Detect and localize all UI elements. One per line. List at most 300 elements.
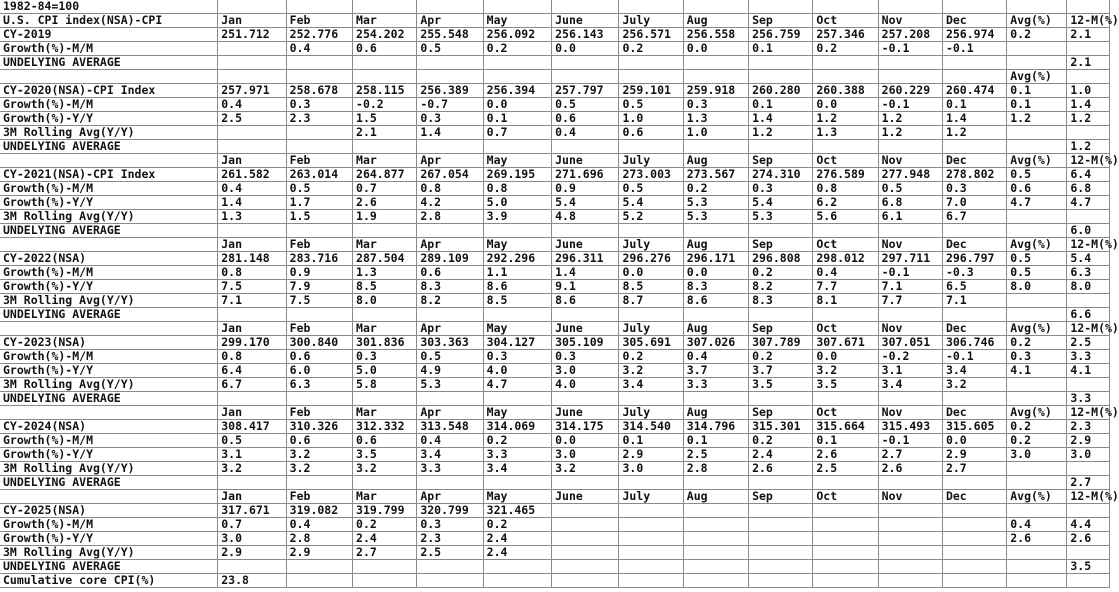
row-label-cell[interactable]: CY-2024(NSA) [0, 420, 218, 434]
row-label-cell[interactable]: Growth(%)-M/M [0, 266, 218, 280]
table-cell[interactable] [353, 140, 417, 154]
table-cell[interactable]: Oct [813, 238, 878, 252]
table-cell[interactable]: Nov [878, 14, 942, 28]
table-cell[interactable] [749, 518, 813, 532]
table-cell[interactable]: 6.4 [218, 364, 286, 378]
table-cell[interactable]: May [483, 154, 551, 168]
table-cell[interactable] [683, 140, 748, 154]
table-cell[interactable]: 0.3 [286, 98, 352, 112]
table-cell[interactable] [417, 308, 483, 322]
table-cell[interactable] [813, 518, 878, 532]
table-cell[interactable]: 7.0 [942, 196, 1006, 210]
table-cell[interactable]: 3.2 [286, 448, 352, 462]
table-cell[interactable]: 3.5 [353, 448, 417, 462]
table-cell[interactable]: 2.1 [353, 126, 417, 140]
table-cell[interactable] [942, 308, 1006, 322]
table-cell[interactable]: 1.4 [417, 126, 483, 140]
row-label-cell[interactable]: 3M Rolling Avg(Y/Y) [0, 294, 218, 308]
table-cell[interactable]: 1.0 [1067, 84, 1110, 98]
table-cell[interactable]: Avg(%) [1007, 490, 1067, 504]
table-cell[interactable]: 3.2 [353, 462, 417, 476]
table-cell[interactable] [286, 70, 352, 84]
table-cell[interactable]: 5.8 [353, 378, 417, 392]
table-cell[interactable]: May [483, 322, 551, 336]
table-cell[interactable]: 1.9 [353, 210, 417, 224]
row-label-cell[interactable]: 3M Rolling Avg(Y/Y) [0, 546, 218, 560]
table-cell[interactable]: 0.2 [749, 434, 813, 448]
row-label-cell[interactable]: Growth(%)-M/M [0, 42, 218, 56]
table-cell[interactable] [353, 476, 417, 490]
table-cell[interactable]: 2.8 [286, 532, 352, 546]
table-cell[interactable] [552, 56, 619, 70]
row-label-cell[interactable] [0, 490, 218, 504]
table-cell[interactable]: 297.711 [878, 252, 942, 266]
table-cell[interactable] [749, 308, 813, 322]
table-cell[interactable]: 0.6 [353, 434, 417, 448]
table-cell[interactable] [1067, 210, 1110, 224]
table-cell[interactable] [749, 532, 813, 546]
table-cell[interactable] [683, 392, 748, 406]
table-cell[interactable] [483, 140, 551, 154]
row-label-cell[interactable]: CY-2019 [0, 28, 218, 42]
table-cell[interactable] [683, 504, 748, 518]
table-cell[interactable] [353, 392, 417, 406]
table-cell[interactable]: June [552, 322, 619, 336]
table-cell[interactable]: Nov [878, 490, 942, 504]
table-cell[interactable] [1007, 308, 1067, 322]
row-label-cell[interactable]: Growth(%)-Y/Y [0, 532, 218, 546]
table-cell[interactable] [417, 56, 483, 70]
table-cell[interactable]: 7.5 [286, 294, 352, 308]
table-cell[interactable]: June [552, 490, 619, 504]
table-cell[interactable] [552, 532, 619, 546]
table-cell[interactable]: 0.4 [286, 42, 352, 56]
table-cell[interactable]: 2.5 [1067, 336, 1110, 350]
table-cell[interactable] [353, 70, 417, 84]
table-cell[interactable]: 281.148 [218, 252, 286, 266]
table-cell[interactable]: 1.7 [286, 196, 352, 210]
table-cell[interactable]: 6.3 [1067, 266, 1110, 280]
table-cell[interactable]: 0.9 [286, 266, 352, 280]
table-cell[interactable] [353, 574, 417, 588]
table-cell[interactable]: July [619, 154, 683, 168]
table-cell[interactable]: 8.2 [417, 294, 483, 308]
table-cell[interactable]: 0.5 [1007, 168, 1067, 182]
table-cell[interactable]: 9.1 [552, 280, 619, 294]
table-cell[interactable]: Mar [353, 14, 417, 28]
table-cell[interactable] [813, 224, 878, 238]
table-cell[interactable] [942, 560, 1006, 574]
table-cell[interactable] [552, 518, 619, 532]
table-cell[interactable]: 7.1 [878, 280, 942, 294]
table-cell[interactable]: Feb [286, 14, 352, 28]
table-cell[interactable]: 312.332 [353, 420, 417, 434]
table-cell[interactable]: 0.2 [749, 266, 813, 280]
table-cell[interactable] [683, 70, 748, 84]
table-cell[interactable]: 1.1 [483, 266, 551, 280]
table-cell[interactable] [218, 70, 286, 84]
table-cell[interactable]: Apr [417, 14, 483, 28]
table-cell[interactable]: 296.311 [552, 252, 619, 266]
table-cell[interactable]: 3.5 [813, 378, 878, 392]
table-cell[interactable] [218, 0, 286, 14]
table-cell[interactable]: 0.3 [483, 350, 551, 364]
table-cell[interactable]: 0.2 [483, 434, 551, 448]
table-cell[interactable]: 3.2 [286, 462, 352, 476]
table-cell[interactable]: 2.9 [619, 448, 683, 462]
table-cell[interactable] [483, 476, 551, 490]
table-cell[interactable] [417, 392, 483, 406]
table-cell[interactable] [1067, 574, 1110, 588]
table-cell[interactable]: 314.069 [483, 420, 551, 434]
table-cell[interactable] [619, 308, 683, 322]
table-cell[interactable] [749, 504, 813, 518]
table-cell[interactable]: 6.1 [878, 210, 942, 224]
table-cell[interactable] [552, 504, 619, 518]
table-cell[interactable]: 283.716 [286, 252, 352, 266]
table-cell[interactable]: 8.5 [353, 280, 417, 294]
table-cell[interactable]: 300.840 [286, 336, 352, 350]
table-cell[interactable] [619, 546, 683, 560]
table-cell[interactable]: 0.1 [683, 434, 748, 448]
table-cell[interactable]: 256.389 [417, 84, 483, 98]
table-cell[interactable]: 252.776 [286, 28, 352, 42]
table-cell[interactable]: 12-M(%) [1067, 154, 1110, 168]
table-cell[interactable] [1007, 504, 1067, 518]
table-cell[interactable]: 0.8 [218, 350, 286, 364]
table-cell[interactable]: 6.0 [1067, 224, 1110, 238]
table-cell[interactable]: 8.0 [1067, 280, 1110, 294]
row-label-cell[interactable]: UNDELYING AVERAGE [0, 476, 218, 490]
table-cell[interactable]: 0.0 [483, 98, 551, 112]
table-cell[interactable]: 3.0 [552, 448, 619, 462]
table-cell[interactable]: 2.5 [218, 112, 286, 126]
table-cell[interactable] [878, 504, 942, 518]
table-cell[interactable]: Aug [683, 322, 748, 336]
table-cell[interactable] [552, 574, 619, 588]
table-cell[interactable]: Oct [813, 154, 878, 168]
table-cell[interactable]: 0.1 [813, 434, 878, 448]
table-cell[interactable]: Jan [218, 238, 286, 252]
table-cell[interactable] [417, 224, 483, 238]
table-cell[interactable] [286, 476, 352, 490]
table-cell[interactable]: 2.6 [1007, 532, 1067, 546]
table-cell[interactable]: June [552, 238, 619, 252]
table-cell[interactable]: 2.4 [353, 532, 417, 546]
table-cell[interactable]: 0.4 [218, 182, 286, 196]
table-cell[interactable]: 4.8 [552, 210, 619, 224]
table-cell[interactable]: May [483, 490, 551, 504]
table-cell[interactable] [619, 504, 683, 518]
table-cell[interactable]: June [552, 14, 619, 28]
table-cell[interactable]: 3.0 [619, 462, 683, 476]
table-cell[interactable]: Apr [417, 238, 483, 252]
table-cell[interactable]: 299.170 [218, 336, 286, 350]
table-cell[interactable]: Feb [286, 490, 352, 504]
table-cell[interactable]: 261.582 [218, 168, 286, 182]
table-cell[interactable] [813, 392, 878, 406]
table-cell[interactable]: -0.1 [878, 434, 942, 448]
table-cell[interactable]: 12-M(%) [1067, 238, 1110, 252]
table-cell[interactable] [749, 476, 813, 490]
table-cell[interactable] [683, 0, 748, 14]
table-cell[interactable]: 5.4 [619, 196, 683, 210]
table-cell[interactable]: 298.012 [813, 252, 878, 266]
table-cell[interactable]: May [483, 238, 551, 252]
table-cell[interactable] [942, 0, 1006, 14]
table-cell[interactable]: Feb [286, 406, 352, 420]
table-cell[interactable] [417, 476, 483, 490]
table-cell[interactable]: Dec [942, 14, 1006, 28]
table-cell[interactable]: 0.2 [483, 518, 551, 532]
table-cell[interactable]: 259.101 [619, 84, 683, 98]
table-cell[interactable] [878, 560, 942, 574]
table-cell[interactable]: 314.796 [683, 420, 748, 434]
table-cell[interactable] [1067, 546, 1110, 560]
table-cell[interactable]: 273.003 [619, 168, 683, 182]
table-cell[interactable]: 7.7 [878, 294, 942, 308]
table-cell[interactable]: Apr [417, 406, 483, 420]
table-cell[interactable]: 277.948 [878, 168, 942, 182]
table-cell[interactable]: 8.3 [417, 280, 483, 294]
table-cell[interactable]: 4.1 [1007, 364, 1067, 378]
table-cell[interactable]: 0.0 [942, 434, 1006, 448]
table-cell[interactable]: Avg(%) [1007, 406, 1067, 420]
table-cell[interactable]: 3.3 [417, 462, 483, 476]
table-cell[interactable] [218, 126, 286, 140]
table-cell[interactable]: 260.388 [813, 84, 878, 98]
table-cell[interactable]: 2.4 [483, 532, 551, 546]
table-cell[interactable]: 12-M(%) [1067, 14, 1110, 28]
table-cell[interactable] [813, 70, 878, 84]
table-cell[interactable]: 310.326 [286, 420, 352, 434]
table-cell[interactable]: 5.0 [483, 196, 551, 210]
table-cell[interactable] [749, 0, 813, 14]
table-cell[interactable]: 0.3 [942, 182, 1006, 196]
table-cell[interactable] [218, 476, 286, 490]
table-cell[interactable] [878, 70, 942, 84]
table-cell[interactable]: 6.8 [1067, 182, 1110, 196]
table-cell[interactable] [1007, 140, 1067, 154]
table-cell[interactable]: Dec [942, 154, 1006, 168]
table-cell[interactable]: 8.0 [353, 294, 417, 308]
table-cell[interactable] [353, 224, 417, 238]
table-cell[interactable]: 260.474 [942, 84, 1006, 98]
table-cell[interactable]: 1.0 [619, 112, 683, 126]
table-cell[interactable] [552, 392, 619, 406]
table-cell[interactable]: 256.759 [749, 28, 813, 42]
table-cell[interactable]: 258.115 [353, 84, 417, 98]
table-cell[interactable]: 2.9 [1067, 434, 1110, 448]
table-cell[interactable]: Nov [878, 154, 942, 168]
table-cell[interactable]: 1.5 [286, 210, 352, 224]
table-cell[interactable] [619, 518, 683, 532]
table-cell[interactable] [552, 224, 619, 238]
table-cell[interactable] [1067, 70, 1110, 84]
table-cell[interactable]: 296.276 [619, 252, 683, 266]
table-cell[interactable]: 3.2 [942, 378, 1006, 392]
table-cell[interactable] [218, 560, 286, 574]
table-cell[interactable]: 0.0 [683, 42, 748, 56]
table-cell[interactable]: -0.2 [353, 98, 417, 112]
table-cell[interactable] [1067, 378, 1110, 392]
table-cell[interactable] [813, 560, 878, 574]
table-cell[interactable]: 6.0 [286, 364, 352, 378]
table-cell[interactable]: 4.9 [417, 364, 483, 378]
table-cell[interactable]: Dec [942, 322, 1006, 336]
table-cell[interactable] [683, 574, 748, 588]
table-cell[interactable] [749, 56, 813, 70]
table-cell[interactable]: 287.504 [353, 252, 417, 266]
table-cell[interactable] [1067, 42, 1110, 56]
table-cell[interactable]: 0.5 [417, 350, 483, 364]
table-cell[interactable] [417, 0, 483, 14]
row-label-cell[interactable]: Growth(%)-M/M [0, 518, 218, 532]
row-label-cell[interactable] [0, 322, 218, 336]
table-cell[interactable]: 4.7 [1067, 196, 1110, 210]
table-cell[interactable] [749, 70, 813, 84]
table-cell[interactable]: 0.0 [813, 350, 878, 364]
row-label-cell[interactable]: Growth(%)-M/M [0, 98, 218, 112]
table-cell[interactable] [1007, 560, 1067, 574]
table-cell[interactable]: -0.1 [878, 42, 942, 56]
table-cell[interactable]: 264.877 [353, 168, 417, 182]
table-cell[interactable] [483, 560, 551, 574]
table-cell[interactable]: Mar [353, 238, 417, 252]
table-cell[interactable]: Aug [683, 490, 748, 504]
table-cell[interactable]: 6.7 [942, 210, 1006, 224]
table-cell[interactable]: Nov [878, 322, 942, 336]
table-cell[interactable] [749, 392, 813, 406]
table-cell[interactable]: 6.2 [813, 196, 878, 210]
table-cell[interactable] [1007, 126, 1067, 140]
table-cell[interactable]: 256.143 [552, 28, 619, 42]
table-cell[interactable] [286, 392, 352, 406]
row-label-cell[interactable]: UNDELYING AVERAGE [0, 224, 218, 238]
table-cell[interactable]: 3.4 [878, 378, 942, 392]
table-cell[interactable]: 2.1 [1067, 28, 1110, 42]
table-cell[interactable]: Apr [417, 490, 483, 504]
table-cell[interactable]: July [619, 406, 683, 420]
table-cell[interactable]: Apr [417, 322, 483, 336]
table-cell[interactable]: 0.2 [619, 350, 683, 364]
table-cell[interactable]: 0.5 [552, 98, 619, 112]
table-cell[interactable]: 0.3 [417, 518, 483, 532]
table-cell[interactable]: 3.0 [1067, 448, 1110, 462]
table-cell[interactable]: 274.310 [749, 168, 813, 182]
table-cell[interactable] [483, 224, 551, 238]
table-cell[interactable]: 0.7 [483, 126, 551, 140]
table-cell[interactable]: 255.548 [417, 28, 483, 42]
table-cell[interactable]: 0.0 [813, 98, 878, 112]
table-cell[interactable]: 2.5 [417, 546, 483, 560]
table-cell[interactable]: 0.1 [749, 42, 813, 56]
table-cell[interactable]: 2.7 [1067, 476, 1110, 490]
table-cell[interactable]: Nov [878, 406, 942, 420]
table-cell[interactable] [552, 140, 619, 154]
table-cell[interactable] [552, 476, 619, 490]
table-cell[interactable]: 307.051 [878, 336, 942, 350]
table-cell[interactable]: 2.7 [942, 462, 1006, 476]
table-cell[interactable]: July [619, 14, 683, 28]
table-cell[interactable] [813, 140, 878, 154]
table-cell[interactable] [286, 560, 352, 574]
table-cell[interactable] [878, 0, 942, 14]
table-cell[interactable] [286, 126, 352, 140]
row-label-cell[interactable]: Growth(%)-Y/Y [0, 364, 218, 378]
table-cell[interactable]: 0.5 [1007, 252, 1067, 266]
table-cell[interactable]: June [552, 154, 619, 168]
table-cell[interactable]: 3.5 [1067, 560, 1110, 574]
table-cell[interactable]: 4.1 [1067, 364, 1110, 378]
table-cell[interactable]: 2.1 [1067, 56, 1110, 70]
table-cell[interactable] [417, 560, 483, 574]
table-cell[interactable]: Mar [353, 154, 417, 168]
row-label-cell[interactable]: 3M Rolling Avg(Y/Y) [0, 126, 218, 140]
table-cell[interactable] [942, 140, 1006, 154]
table-cell[interactable] [813, 308, 878, 322]
table-cell[interactable] [942, 70, 1006, 84]
table-cell[interactable]: 7.9 [286, 280, 352, 294]
table-cell[interactable]: 314.175 [552, 420, 619, 434]
table-cell[interactable]: 0.8 [813, 182, 878, 196]
table-cell[interactable] [353, 308, 417, 322]
table-cell[interactable]: 7.7 [813, 280, 878, 294]
table-cell[interactable]: 4.7 [483, 378, 551, 392]
table-cell[interactable] [878, 140, 942, 154]
table-cell[interactable] [552, 546, 619, 560]
table-cell[interactable] [749, 546, 813, 560]
table-cell[interactable]: Mar [353, 490, 417, 504]
table-cell[interactable]: 271.696 [552, 168, 619, 182]
table-cell[interactable]: 0.5 [286, 182, 352, 196]
table-cell[interactable] [1067, 462, 1110, 476]
table-cell[interactable]: 1.2 [1067, 112, 1110, 126]
table-cell[interactable]: 3.4 [483, 462, 551, 476]
table-cell[interactable]: 0.4 [552, 126, 619, 140]
table-cell[interactable]: 296.808 [749, 252, 813, 266]
table-cell[interactable] [483, 0, 551, 14]
table-cell[interactable]: 2.6 [749, 462, 813, 476]
table-cell[interactable]: 0.6 [552, 112, 619, 126]
table-cell[interactable]: 0.4 [1007, 518, 1067, 532]
table-cell[interactable] [1067, 294, 1110, 308]
table-cell[interactable]: 1.2 [878, 112, 942, 126]
table-cell[interactable]: 256.558 [683, 28, 748, 42]
table-cell[interactable]: Dec [942, 238, 1006, 252]
table-cell[interactable]: 8.6 [483, 280, 551, 294]
table-cell[interactable] [619, 392, 683, 406]
table-cell[interactable]: 289.109 [417, 252, 483, 266]
table-cell[interactable] [1007, 476, 1067, 490]
table-cell[interactable]: 0.4 [218, 98, 286, 112]
table-cell[interactable]: Avg(%) [1007, 322, 1067, 336]
table-cell[interactable] [483, 56, 551, 70]
table-cell[interactable]: 259.918 [683, 84, 748, 98]
table-cell[interactable]: Sep [749, 490, 813, 504]
table-cell[interactable] [683, 308, 748, 322]
table-cell[interactable]: Jan [218, 406, 286, 420]
table-cell[interactable]: 1.3 [683, 112, 748, 126]
table-cell[interactable]: 315.605 [942, 420, 1006, 434]
table-cell[interactable]: 2.4 [483, 546, 551, 560]
table-cell[interactable]: 0.1 [619, 434, 683, 448]
table-cell[interactable] [483, 70, 551, 84]
table-cell[interactable]: 257.797 [552, 84, 619, 98]
table-cell[interactable]: 304.127 [483, 336, 551, 350]
table-cell[interactable]: 8.1 [813, 294, 878, 308]
row-label-cell[interactable] [0, 70, 218, 84]
